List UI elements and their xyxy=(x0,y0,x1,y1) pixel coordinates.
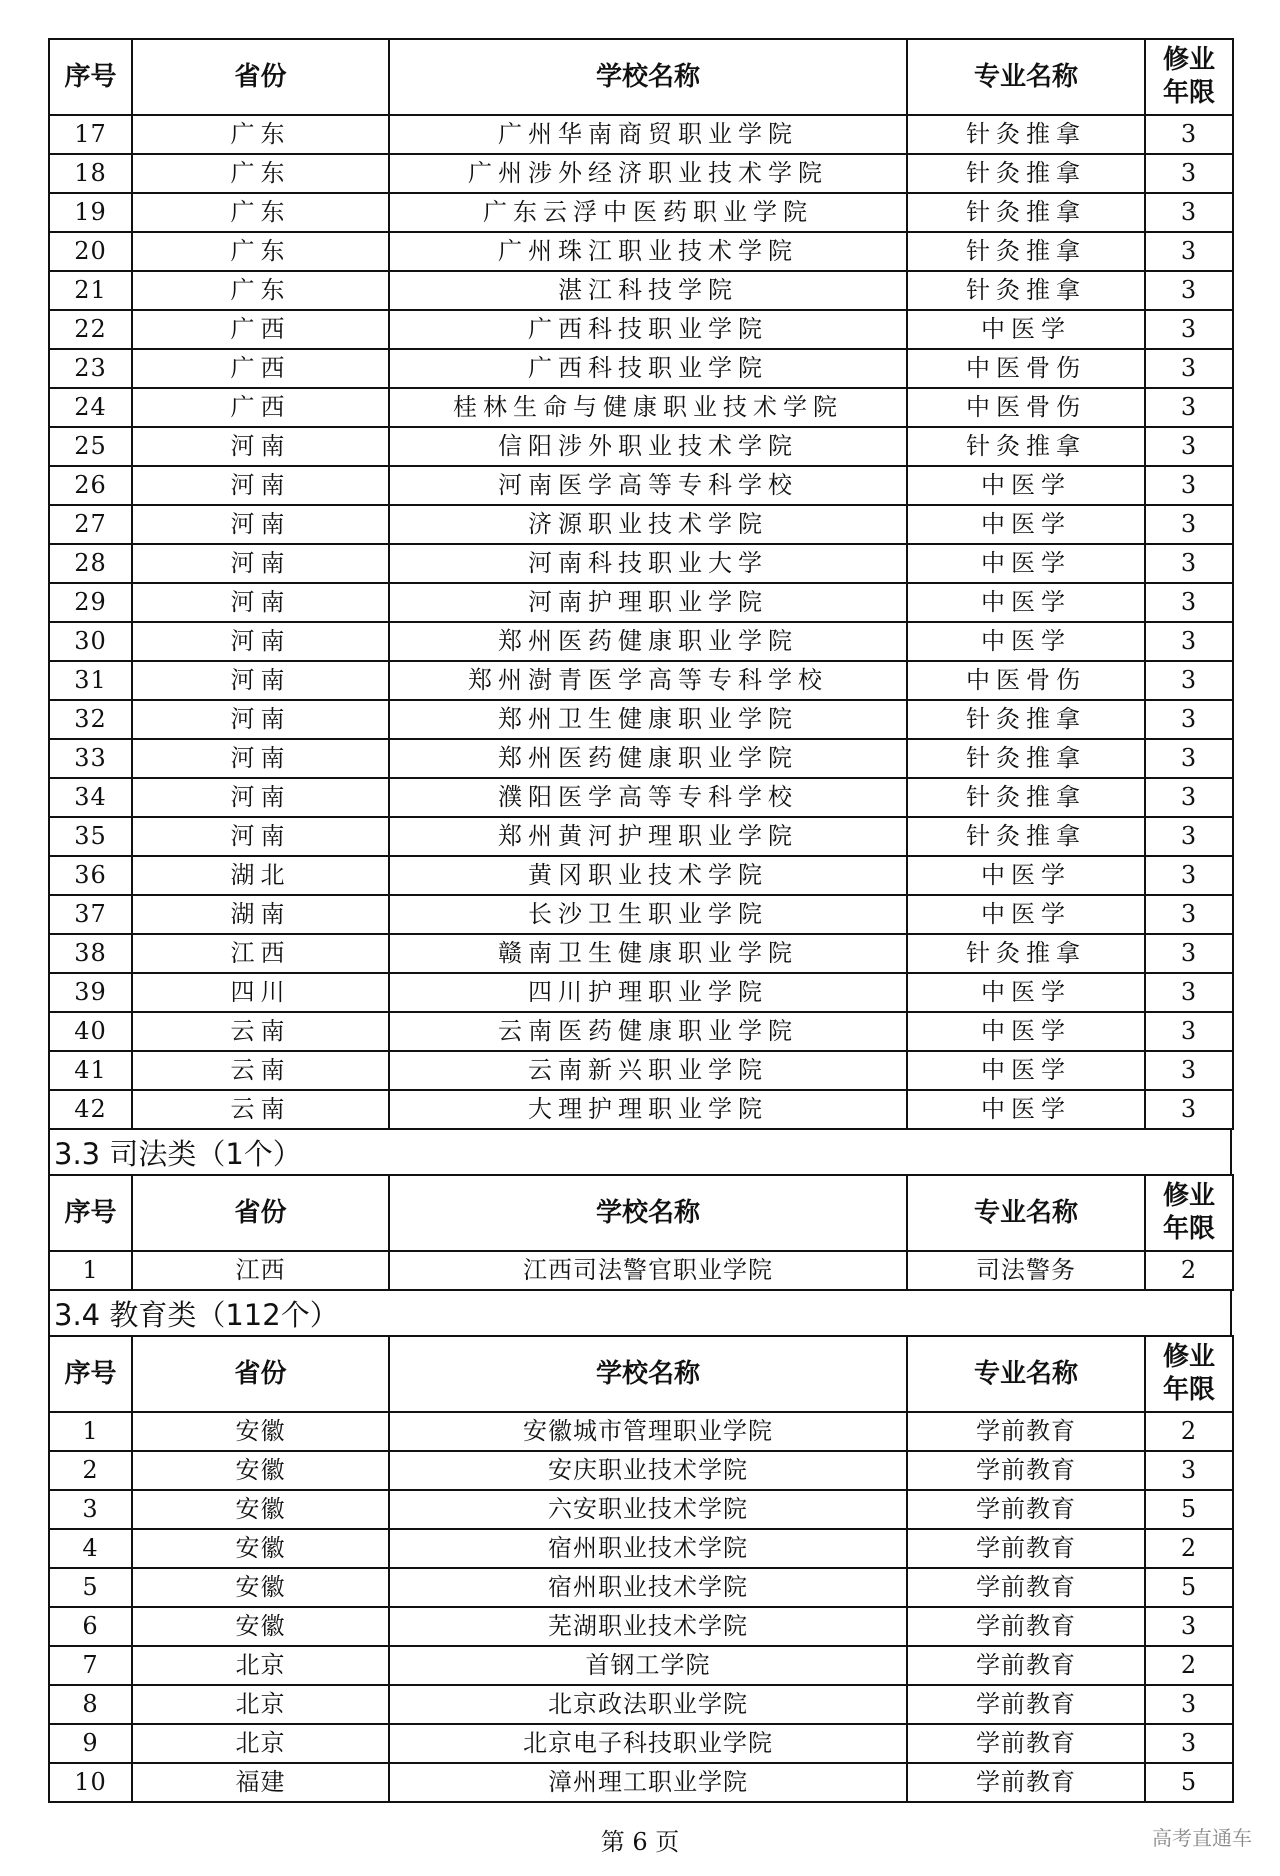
cell-years: 3 xyxy=(1145,271,1233,310)
table-row xyxy=(49,622,1233,661)
cell-major: 学前教育 xyxy=(907,1451,1145,1490)
header-major: 专业名称 xyxy=(907,39,1145,115)
cell-major: 学前教育 xyxy=(907,1685,1145,1724)
cell-school: 宿州职业技术学院 xyxy=(389,1568,907,1607)
table-row xyxy=(49,1568,1233,1607)
table-row xyxy=(49,1685,1233,1724)
table-tcm xyxy=(48,38,1234,1130)
cell-province: 江西 xyxy=(132,1251,389,1290)
cell-school: 河南医学高等专科学校 xyxy=(389,466,907,505)
cell-years: 3 xyxy=(1145,856,1233,895)
cell-years: 2 xyxy=(1145,1646,1233,1685)
cell-school: 濮阳医学高等专科学校 xyxy=(389,778,907,817)
header-province: 省份 xyxy=(132,39,389,115)
cell-major: 针灸推拿 xyxy=(907,232,1145,271)
cell-province: 广东 xyxy=(132,154,389,193)
cell-no: 28 xyxy=(49,544,132,583)
cell-years: 3 xyxy=(1145,193,1233,232)
table-body xyxy=(49,1412,1233,1802)
cell-school: 江西司法警官职业学院 xyxy=(389,1251,907,1290)
cell-years: 3 xyxy=(1145,505,1233,544)
table-row xyxy=(49,1412,1233,1451)
cell-province: 江西 xyxy=(132,934,389,973)
table-header xyxy=(49,1175,1233,1251)
cell-school: 郑州黄河护理职业学院 xyxy=(389,817,907,856)
section-heading-judicial: 3.3 司法类（1个） xyxy=(48,1130,1232,1174)
table-row xyxy=(49,310,1233,349)
cell-school: 广东云浮中医药职业学院 xyxy=(389,193,907,232)
watermark: 高考直通车 xyxy=(1152,1826,1252,1850)
cell-no: 2 xyxy=(49,1451,132,1490)
cell-major: 针灸推拿 xyxy=(907,700,1145,739)
table-row xyxy=(49,739,1233,778)
cell-province: 北京 xyxy=(132,1724,389,1763)
table-row xyxy=(49,1763,1233,1802)
cell-no: 32 xyxy=(49,700,132,739)
table-row xyxy=(49,427,1233,466)
table-row xyxy=(49,583,1233,622)
cell-years: 3 xyxy=(1145,1051,1233,1090)
cell-years: 2 xyxy=(1145,1251,1233,1290)
cell-school: 桂林生命与健康职业技术学院 xyxy=(389,388,907,427)
cell-province: 四川 xyxy=(132,973,389,1012)
cell-school: 黄冈职业技术学院 xyxy=(389,856,907,895)
table-row xyxy=(49,466,1233,505)
cell-province: 广东 xyxy=(132,271,389,310)
table-row xyxy=(49,934,1233,973)
header-province: 省份 xyxy=(132,1336,389,1412)
cell-years: 5 xyxy=(1145,1763,1233,1802)
cell-province: 湖北 xyxy=(132,856,389,895)
cell-province: 河南 xyxy=(132,778,389,817)
cell-school: 广州珠江职业技术学院 xyxy=(389,232,907,271)
cell-major: 中医学 xyxy=(907,310,1145,349)
cell-province: 河南 xyxy=(132,466,389,505)
document-page xyxy=(48,38,1232,1803)
table-row xyxy=(49,973,1233,1012)
cell-major: 中医骨伤 xyxy=(907,388,1145,427)
cell-school: 六安职业技术学院 xyxy=(389,1490,907,1529)
header-major: 专业名称 xyxy=(907,1175,1145,1251)
table-row xyxy=(49,1529,1233,1568)
cell-major: 中医学 xyxy=(907,505,1145,544)
cell-no: 1 xyxy=(49,1412,132,1451)
cell-no: 33 xyxy=(49,739,132,778)
cell-no: 8 xyxy=(49,1685,132,1724)
cell-no: 37 xyxy=(49,895,132,934)
cell-no: 39 xyxy=(49,973,132,1012)
cell-no: 42 xyxy=(49,1090,132,1129)
table-row xyxy=(49,1051,1233,1090)
cell-province: 广西 xyxy=(132,310,389,349)
cell-major: 学前教育 xyxy=(907,1412,1145,1451)
cell-major: 中医学 xyxy=(907,583,1145,622)
cell-province: 安徽 xyxy=(132,1529,389,1568)
cell-major: 针灸推拿 xyxy=(907,778,1145,817)
cell-school: 湛江科技学院 xyxy=(389,271,907,310)
cell-years: 2 xyxy=(1145,1412,1233,1451)
cell-years: 3 xyxy=(1145,115,1233,154)
cell-major: 司法警务 xyxy=(907,1251,1145,1290)
cell-no: 1 xyxy=(49,1251,132,1290)
cell-school: 北京政法职业学院 xyxy=(389,1685,907,1724)
table-row xyxy=(49,1724,1233,1763)
table-row xyxy=(49,895,1233,934)
header-school: 学校名称 xyxy=(389,1175,907,1251)
cell-province: 安徽 xyxy=(132,1451,389,1490)
cell-major: 学前教育 xyxy=(907,1607,1145,1646)
cell-years: 3 xyxy=(1145,310,1233,349)
cell-years: 3 xyxy=(1145,739,1233,778)
cell-no: 35 xyxy=(49,817,132,856)
cell-no: 20 xyxy=(49,232,132,271)
cell-major: 针灸推拿 xyxy=(907,193,1145,232)
cell-major: 中医学 xyxy=(907,544,1145,583)
cell-school: 长沙卫生职业学院 xyxy=(389,895,907,934)
table-row xyxy=(49,1646,1233,1685)
table-body xyxy=(49,1251,1233,1290)
cell-years: 3 xyxy=(1145,154,1233,193)
cell-school: 广西科技职业学院 xyxy=(389,349,907,388)
cell-no: 30 xyxy=(49,622,132,661)
cell-school: 郑州卫生健康职业学院 xyxy=(389,700,907,739)
table-body xyxy=(49,115,1233,1129)
table-row xyxy=(49,700,1233,739)
cell-school: 广州华南商贸职业学院 xyxy=(389,115,907,154)
cell-school: 首钢工学院 xyxy=(389,1646,907,1685)
cell-years: 3 xyxy=(1145,1724,1233,1763)
cell-school: 广西科技职业学院 xyxy=(389,310,907,349)
header-school: 学校名称 xyxy=(389,1336,907,1412)
cell-major: 针灸推拿 xyxy=(907,271,1145,310)
cell-major: 针灸推拿 xyxy=(907,427,1145,466)
cell-school: 云南医药健康职业学院 xyxy=(389,1012,907,1051)
cell-province: 河南 xyxy=(132,583,389,622)
cell-years: 3 xyxy=(1145,466,1233,505)
cell-years: 3 xyxy=(1145,427,1233,466)
cell-major: 中医学 xyxy=(907,1090,1145,1129)
cell-years: 3 xyxy=(1145,661,1233,700)
cell-major: 针灸推拿 xyxy=(907,934,1145,973)
cell-major: 针灸推拿 xyxy=(907,817,1145,856)
cell-province: 广西 xyxy=(132,349,389,388)
cell-province: 湖南 xyxy=(132,895,389,934)
cell-no: 23 xyxy=(49,349,132,388)
cell-no: 17 xyxy=(49,115,132,154)
table-row xyxy=(49,505,1233,544)
cell-province: 云南 xyxy=(132,1012,389,1051)
cell-major: 学前教育 xyxy=(907,1724,1145,1763)
header-years: 修业 年限 xyxy=(1145,1175,1233,1251)
cell-no: 18 xyxy=(49,154,132,193)
cell-years: 3 xyxy=(1145,1607,1233,1646)
cell-province: 安徽 xyxy=(132,1568,389,1607)
cell-years: 3 xyxy=(1145,622,1233,661)
table-row xyxy=(49,778,1233,817)
cell-years: 3 xyxy=(1145,895,1233,934)
table-header xyxy=(49,1336,1233,1412)
cell-province: 河南 xyxy=(132,700,389,739)
cell-major: 学前教育 xyxy=(907,1490,1145,1529)
cell-years: 3 xyxy=(1145,1685,1233,1724)
table-row xyxy=(49,1490,1233,1529)
table-row xyxy=(49,115,1233,154)
cell-school: 赣南卫生健康职业学院 xyxy=(389,934,907,973)
header-school: 学校名称 xyxy=(389,39,907,115)
cell-major: 学前教育 xyxy=(907,1568,1145,1607)
cell-school: 云南新兴职业学院 xyxy=(389,1051,907,1090)
cell-province: 河南 xyxy=(132,739,389,778)
cell-years: 3 xyxy=(1145,232,1233,271)
cell-province: 北京 xyxy=(132,1646,389,1685)
cell-major: 中医骨伤 xyxy=(907,661,1145,700)
cell-school: 济源职业技术学院 xyxy=(389,505,907,544)
cell-years: 5 xyxy=(1145,1568,1233,1607)
cell-major: 中医学 xyxy=(907,1051,1145,1090)
cell-no: 27 xyxy=(49,505,132,544)
cell-no: 31 xyxy=(49,661,132,700)
cell-years: 3 xyxy=(1145,388,1233,427)
cell-years: 3 xyxy=(1145,973,1233,1012)
header-no: 序号 xyxy=(49,1175,132,1251)
table-row xyxy=(49,154,1233,193)
cell-province: 广西 xyxy=(132,388,389,427)
cell-school: 漳州理工职业学院 xyxy=(389,1763,907,1802)
cell-years: 3 xyxy=(1145,778,1233,817)
cell-no: 22 xyxy=(49,310,132,349)
cell-major: 中医学 xyxy=(907,973,1145,1012)
cell-major: 针灸推拿 xyxy=(907,154,1145,193)
cell-no: 34 xyxy=(49,778,132,817)
cell-no: 6 xyxy=(49,1607,132,1646)
cell-province: 河南 xyxy=(132,427,389,466)
cell-no: 26 xyxy=(49,466,132,505)
cell-province: 广东 xyxy=(132,193,389,232)
cell-major: 中医骨伤 xyxy=(907,349,1145,388)
cell-years: 2 xyxy=(1145,1529,1233,1568)
cell-province: 河南 xyxy=(132,622,389,661)
header-no: 序号 xyxy=(49,39,132,115)
cell-major: 中医学 xyxy=(907,895,1145,934)
cell-major: 学前教育 xyxy=(907,1763,1145,1802)
cell-no: 10 xyxy=(49,1763,132,1802)
cell-school: 广州涉外经济职业技术学院 xyxy=(389,154,907,193)
cell-no: 19 xyxy=(49,193,132,232)
cell-school: 信阳涉外职业技术学院 xyxy=(389,427,907,466)
cell-major: 针灸推拿 xyxy=(907,115,1145,154)
cell-school: 河南护理职业学院 xyxy=(389,583,907,622)
table-row xyxy=(49,271,1233,310)
table-education xyxy=(48,1335,1234,1803)
table-row xyxy=(49,1012,1233,1051)
table-judicial xyxy=(48,1174,1234,1291)
table-row xyxy=(49,544,1233,583)
cell-major: 中医学 xyxy=(907,1012,1145,1051)
cell-years: 5 xyxy=(1145,1490,1233,1529)
table-row xyxy=(49,349,1233,388)
cell-no: 5 xyxy=(49,1568,132,1607)
cell-no: 41 xyxy=(49,1051,132,1090)
cell-school: 郑州医药健康职业学院 xyxy=(389,739,907,778)
table-row xyxy=(49,1607,1233,1646)
table-row xyxy=(49,1090,1233,1129)
table-row xyxy=(49,1251,1233,1290)
table-row xyxy=(49,232,1233,271)
cell-years: 3 xyxy=(1145,544,1233,583)
cell-province: 北京 xyxy=(132,1685,389,1724)
cell-province: 广东 xyxy=(132,232,389,271)
cell-province: 福建 xyxy=(132,1763,389,1802)
cell-major: 中医学 xyxy=(907,856,1145,895)
cell-years: 3 xyxy=(1145,1090,1233,1129)
table-row xyxy=(49,193,1233,232)
cell-no: 24 xyxy=(49,388,132,427)
table-row xyxy=(49,661,1233,700)
cell-province: 河南 xyxy=(132,817,389,856)
table-row xyxy=(49,856,1233,895)
cell-major: 针灸推拿 xyxy=(907,739,1145,778)
table-row xyxy=(49,1451,1233,1490)
cell-no: 9 xyxy=(49,1724,132,1763)
cell-no: 21 xyxy=(49,271,132,310)
cell-no: 40 xyxy=(49,1012,132,1051)
cell-years: 3 xyxy=(1145,934,1233,973)
cell-school: 宿州职业技术学院 xyxy=(389,1529,907,1568)
cell-no: 3 xyxy=(49,1490,132,1529)
cell-school: 郑州澍青医学高等专科学校 xyxy=(389,661,907,700)
cell-province: 安徽 xyxy=(132,1490,389,1529)
cell-years: 3 xyxy=(1145,1012,1233,1051)
cell-years: 3 xyxy=(1145,349,1233,388)
cell-school: 北京电子科技职业学院 xyxy=(389,1724,907,1763)
cell-province: 安徽 xyxy=(132,1607,389,1646)
cell-years: 3 xyxy=(1145,583,1233,622)
header-years: 修业 年限 xyxy=(1145,39,1233,115)
cell-years: 3 xyxy=(1145,1451,1233,1490)
cell-province: 云南 xyxy=(132,1051,389,1090)
header-no: 序号 xyxy=(49,1336,132,1412)
header-years: 修业 年限 xyxy=(1145,1336,1233,1412)
cell-no: 4 xyxy=(49,1529,132,1568)
cell-no: 25 xyxy=(49,427,132,466)
cell-major: 中医学 xyxy=(907,622,1145,661)
table-row xyxy=(49,817,1233,856)
cell-no: 7 xyxy=(49,1646,132,1685)
cell-major: 学前教育 xyxy=(907,1646,1145,1685)
header-major: 专业名称 xyxy=(907,1336,1145,1412)
cell-school: 大理护理职业学院 xyxy=(389,1090,907,1129)
cell-major: 学前教育 xyxy=(907,1529,1145,1568)
cell-school: 河南科技职业大学 xyxy=(389,544,907,583)
cell-major: 中医学 xyxy=(907,466,1145,505)
cell-school: 芜湖职业技术学院 xyxy=(389,1607,907,1646)
section-heading-education: 3.4 教育类（112个） xyxy=(48,1291,1232,1335)
cell-no: 38 xyxy=(49,934,132,973)
cell-province: 河南 xyxy=(132,505,389,544)
cell-province: 云南 xyxy=(132,1090,389,1129)
cell-no: 29 xyxy=(49,583,132,622)
cell-school: 安徽城市管理职业学院 xyxy=(389,1412,907,1451)
header-province: 省份 xyxy=(132,1175,389,1251)
cell-years: 3 xyxy=(1145,817,1233,856)
cell-years: 3 xyxy=(1145,700,1233,739)
cell-school: 四川护理职业学院 xyxy=(389,973,907,1012)
table-header xyxy=(49,39,1233,115)
cell-province: 安徽 xyxy=(132,1412,389,1451)
cell-province: 河南 xyxy=(132,544,389,583)
cell-province: 广东 xyxy=(132,115,389,154)
cell-province: 河南 xyxy=(132,661,389,700)
table-row xyxy=(49,388,1233,427)
cell-school: 安庆职业技术学院 xyxy=(389,1451,907,1490)
cell-school: 郑州医药健康职业学院 xyxy=(389,622,907,661)
page-number: 第 6 页 xyxy=(600,1828,680,1856)
cell-no: 36 xyxy=(49,856,132,895)
